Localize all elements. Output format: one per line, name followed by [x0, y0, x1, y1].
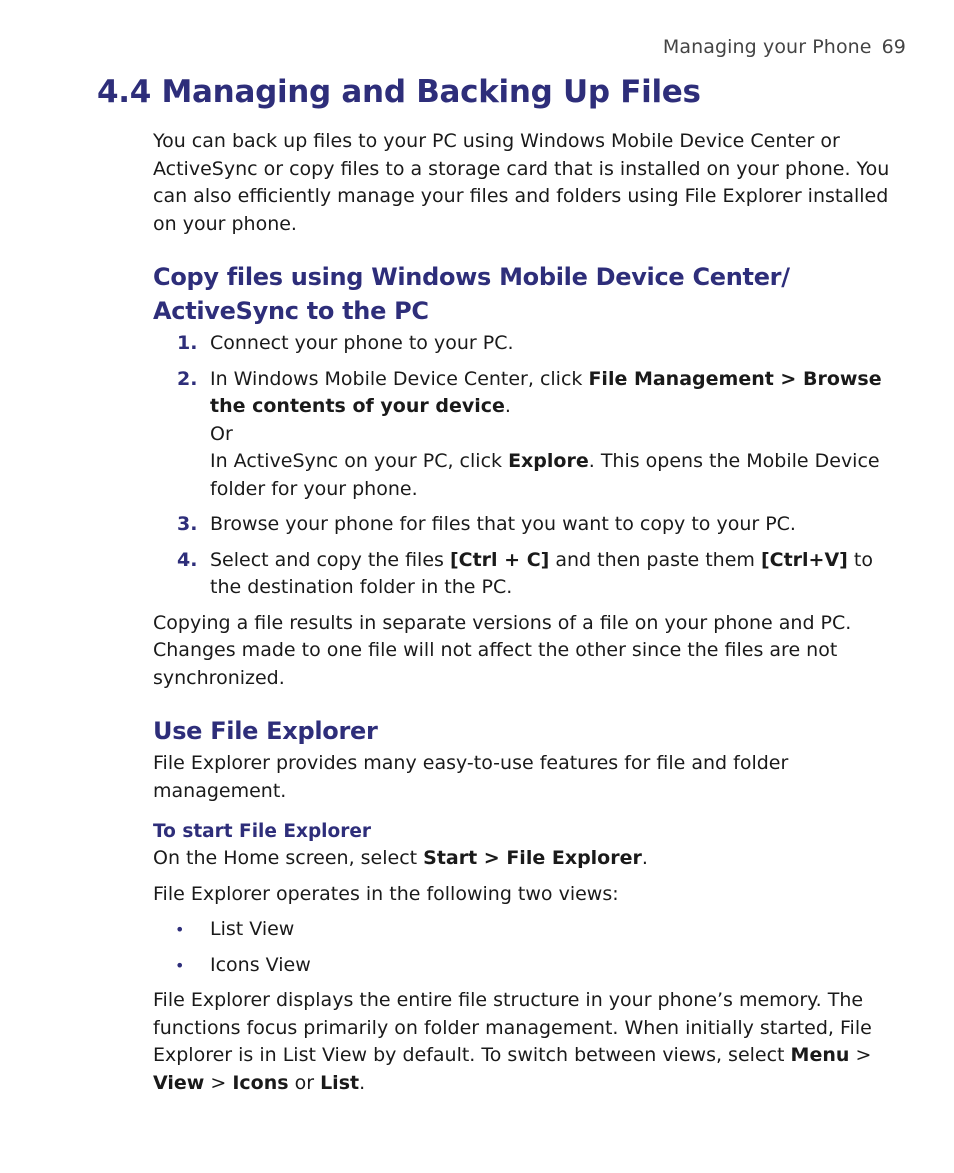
view-label: View: [153, 1071, 205, 1094]
copy-steps-list: [153, 330, 893, 602]
page-content: [153, 128, 893, 1105]
step-2-alt-suffix: . This opens the Mobile Device folder for your phone.: [210, 450, 880, 500]
step-2-alt-prefix: In ActiveSync on your PC, click: [210, 450, 509, 472]
separator: >: [849, 1044, 872, 1066]
bullet-icon: •: [175, 920, 185, 939]
list-item: [153, 916, 893, 944]
step-4-paste-shortcut: [Ctrl+V]: [760, 548, 848, 571]
step-4-prefix: Select and copy the files: [210, 548, 450, 571]
copy-heading-line1: Copy files using Windows Mobile Device Center/: [153, 263, 790, 291]
step-3: [153, 511, 893, 539]
separator: >: [204, 1071, 233, 1094]
step-1-number: 1.: [177, 332, 198, 354]
step-4-number: 4.: [177, 548, 198, 571]
step-1-text: Connect your phone to your PC.: [210, 332, 514, 354]
step-1: [153, 330, 893, 358]
file-explorer-intro: File Explorer provides many easy-to-use features for file and folder management.: [153, 752, 789, 802]
intro-paragraph: You can back up files to your PC using Windows Mobile Device Center or ActiveSync or copy files to a storage card that is installed on your phone. You can also efficiently manage your files and folders using File Explorer installed on your phone.: [153, 130, 890, 235]
step-4: [153, 547, 893, 602]
menu-label: Menu: [790, 1044, 850, 1066]
step-4-copy-shortcut: [Ctrl + C]: [449, 548, 550, 571]
copy-files-heading: [153, 260, 893, 328]
closing-end: .: [359, 1071, 366, 1094]
or-text: or: [288, 1071, 321, 1094]
chapter-title: Managing your Phone: [662, 36, 872, 58]
step-2-prefix: In Windows Mobile Device Center, click: [210, 367, 589, 390]
step-2-number: 2.: [177, 367, 198, 390]
start-suffix: .: [641, 847, 648, 869]
step-2-explore: Explore: [508, 450, 589, 472]
list-item: [153, 952, 893, 980]
list-label: List: [320, 1071, 360, 1094]
copy-heading-line2: ActiveSync to the PC: [153, 297, 429, 325]
step-4-suffix: to the destination folder in the PC.: [210, 548, 873, 598]
views-list: [153, 916, 893, 979]
view-name: List View: [210, 918, 295, 940]
step-3-text: Browse your phone for files that you want to copy to your PC.: [210, 513, 796, 535]
views-intro: File Explorer operates in the following two views:: [153, 882, 619, 905]
step-3-number: 3.: [177, 513, 198, 535]
icons-label: Icons: [232, 1071, 289, 1094]
view-name: Icons View: [210, 953, 311, 976]
bullet-icon: •: [175, 955, 185, 975]
step-2-or: Or: [210, 422, 233, 445]
step-2-suffix: .: [504, 395, 511, 417]
copy-note: Copying a file results in separate versions of a file on your phone and PC. Changes made to one file will not affect the other since the files are not synchronized.: [153, 611, 852, 689]
running-header: [663, 36, 906, 58]
page-number: 69: [881, 36, 906, 58]
start-menu-path: Start > File Explorer: [423, 847, 642, 869]
start-explorer-instruction: [153, 845, 893, 873]
closing-text: File Explorer displays the entire file structure in your phone’s memory. The functions focus primarily on folder management. When initially started, File Explorer is in List View by default. To switch between views, select: [153, 989, 872, 1066]
file-explorer-heading: Use File Explorer: [153, 717, 378, 745]
section-title: 4.4 Managing and Backing Up Files: [97, 74, 701, 110]
step-2: [153, 366, 893, 504]
step-2-menu-path: File Management > Browse the contents of your device: [210, 367, 882, 417]
closing-paragraph: [153, 987, 893, 1097]
start-explorer-subheading: To start File Explorer: [153, 821, 372, 842]
start-prefix: On the Home screen, select: [153, 847, 424, 869]
step-4-middle: and then paste them: [549, 548, 761, 571]
